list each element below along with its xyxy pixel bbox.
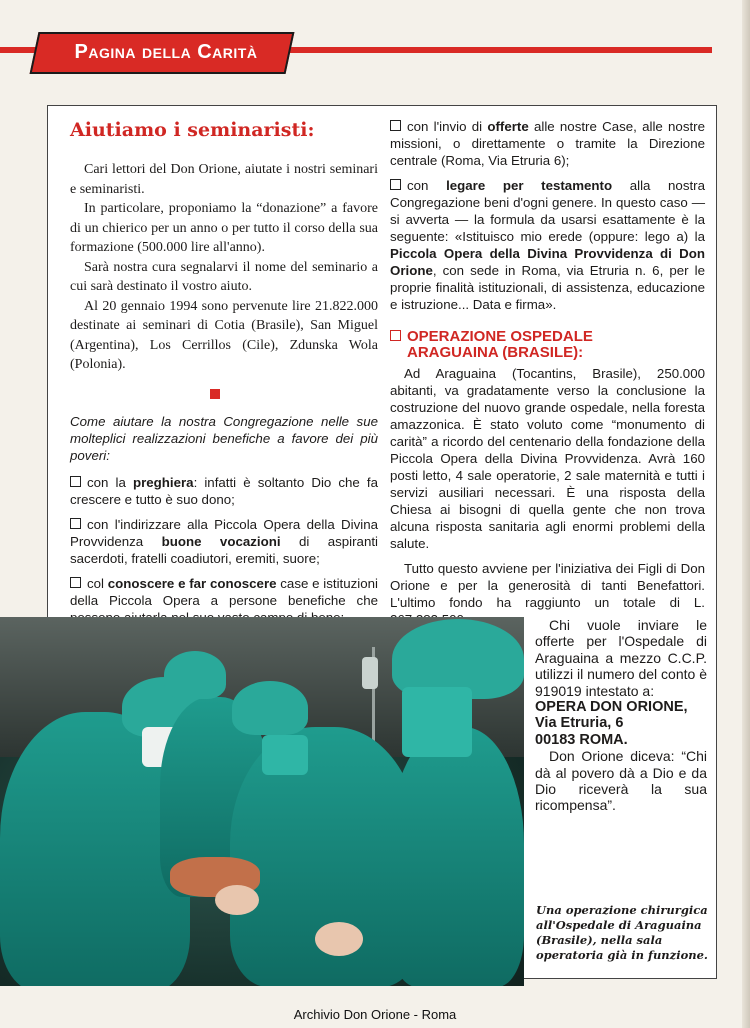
donation-intro: Chi vuole inviare le offerte per l'Ospedale di Araguaina a mezzo C.C.P. utilizzi il numero del conto è 919019 intestato a: xyxy=(535,617,707,699)
checkbox-bullet-icon xyxy=(70,476,81,487)
way-item: con l'invio di offerte alle nostre Case, alle nostre missioni, o direttamente o tramite la Direzione centrale (Roma, Via Etruria 6); xyxy=(390,119,705,168)
address-line: Via Etruria, 6 xyxy=(535,715,624,732)
surgeon-hand xyxy=(215,885,259,915)
paragraph: Cari lettori del Don Orione, aiutate i nostri seminari e seminaristi. xyxy=(70,162,378,197)
way-item: con l'indirizzare alla Piccola Opera della Divina Provvidenza buone vocazioni di aspiranti sacerdoti, fratelli coadiutori, eremiti, suore; xyxy=(70,516,378,566)
page-edge xyxy=(742,0,750,1028)
help-intro: Come aiutare la nostra Congregazione nelle sue molteplici realizzazioni benefiche a favore dei più poveri: xyxy=(70,413,378,463)
hospital-heading: OPERAZIONE OSPEDALE ARAGUAINA (BRASILE): xyxy=(390,329,705,361)
quote: Don Orione diceva: “Chi dà al povero dà a Dio e da Dio riceverà la sua ricompensa”. xyxy=(535,748,707,814)
surgeon-figure xyxy=(390,727,524,986)
section-title: Pagina della Carità xyxy=(74,41,258,63)
checkbox-bullet-icon xyxy=(390,120,401,131)
intro-text xyxy=(70,160,378,375)
surgeon-hand xyxy=(315,922,363,956)
surgeon-mask xyxy=(262,735,308,775)
separator-square xyxy=(210,389,220,399)
right-column xyxy=(390,118,705,636)
address-line: OPERA DON ORIONE, xyxy=(535,699,688,716)
surgeon-mask xyxy=(402,687,472,757)
checkbox-bullet-icon xyxy=(70,577,81,588)
paragraph: Sarà nostra cura segnalarvi il nome del seminario a cui sarà destinato il vostro aiuto. xyxy=(70,259,378,294)
left-column xyxy=(70,118,378,634)
surgeon-cap xyxy=(232,681,308,735)
checkbox-bullet-icon xyxy=(70,518,81,529)
surgery-photo xyxy=(0,617,524,986)
checkbox-bullet-icon xyxy=(390,330,401,341)
donation-info xyxy=(535,617,707,814)
checkbox-bullet-icon xyxy=(390,179,401,190)
archive-footer: Archivio Don Orione - Roma xyxy=(293,1007,457,1022)
way-item: con legare per testamento alla nostra Congregazione beni d'ogni genere. In questo caso — si avverta — la formula da usarsi esattamente è la seguente: «Istituisco mio erede (oppure: lego a) la Piccola Opera della Divina Provvidenza di Don Orione, con sede in Roma, via Etruria n. 6, per le proprie finalità istituzionali, di assistenza, educazione e istruzione... Data e firma». xyxy=(390,178,705,312)
address-line: 00183 ROMA. xyxy=(535,731,628,748)
paragraph: Ad Araguaina (Tocantins, Brasile), 250.000 abitanti, va gradatamente verso la conclusione la costruzione del nuovo grande ospedale, nella foresta amazzonica. È stato voluto come “monumento di carità” a ricordo del centenario della fondazione della Piccola Opera della Divina Provvidenza. Avrà 160 posti letto, 4 sale operatorie, 2 sale maternità e tutti i servizi ausiliari necessari. È una risposta della Chiesa ai bisogni di quella gente che non trova alcuna risposta sanitaria agli enormi problemi della salute. xyxy=(390,366,705,551)
article-headline: Aiutiamo i seminaristi: xyxy=(70,119,315,141)
iv-bag xyxy=(362,657,378,689)
photo-caption: Una operazione chirurgica all'Ospedale di Araguaina (Brasile), nella sala operatoria già in funzione. xyxy=(536,903,708,962)
paragraph: Tutto questo avviene per l'iniziativa dei Figli di Don Orione e per la generosità di tanti Benefattori. L'ultimo fondo ha raggiunto un totale di L. xyxy=(390,561,705,610)
paragraph: Al 20 gennaio 1994 sono pervenute lire 21.822.000 destinate ai seminari di Cotia (Brasile), San Miguel (Argentina), Los Cerrillos (Cile), Zdunska Wola (Polonia). xyxy=(70,298,378,372)
surgeon-cap xyxy=(164,651,226,699)
paragraph: In particolare, proponiamo la “donazione” a favore di un chierico per un anno o per tutto il corso della sua formazione (500.000 lire all'anno). xyxy=(70,201,378,255)
way-item: col conoscere e far conoscere case e istituzioni della Piccola Opera a persone benefiche che xyxy=(70,575,378,608)
way-item: con la preghiera: infatti è soltanto Dio che fa crescere e tutto è suo dono; xyxy=(70,474,378,507)
